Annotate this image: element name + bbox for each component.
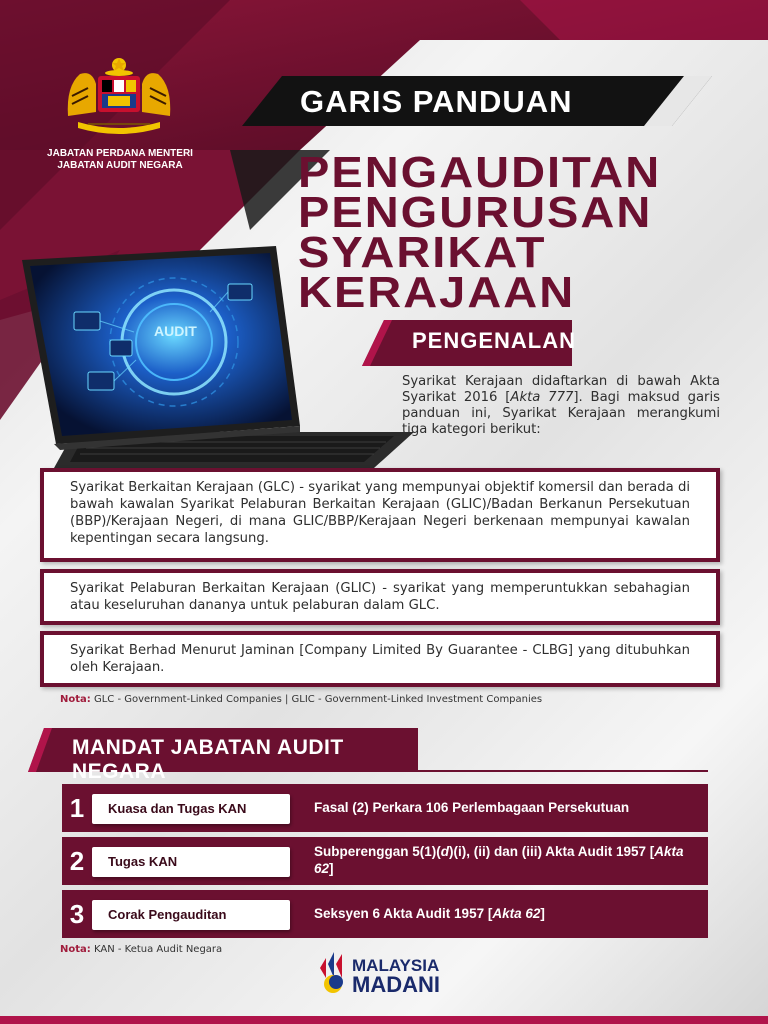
- mandat-row-label: Tugas KAN: [92, 847, 290, 877]
- mandat-row-description: Seksyen 6 Akta Audit 1957 [Akta 62]: [314, 906, 545, 921]
- mandat-row-description: Subperenggan 5(1)(d)(i), (ii) dan (iii) Akta Audit 1957 [Akta 62]: [314, 844, 684, 876]
- category-glic: [40, 569, 720, 625]
- agency-line-2: JABATAN AUDIT NEGARA: [57, 160, 183, 171]
- mandat-row: [62, 784, 708, 832]
- intro-heading: PENGENALAN: [412, 328, 577, 353]
- mandat-row-description: Fasal (2) Perkara 106 Perlembagaan Persekutuan: [314, 800, 630, 815]
- title-line-3: SYARIKAT: [298, 227, 547, 276]
- mandat-row-number: 3: [69, 899, 85, 929]
- branding-line-2: MADANI: [352, 972, 440, 997]
- tablet-screen-label: AUDIT: [154, 323, 197, 339]
- title-line-1: PENGAUDITAN: [298, 147, 662, 196]
- mandat-heading: MANDAT JABATAN AUDIT NEGARA: [72, 736, 344, 783]
- mandat-row: [62, 890, 708, 938]
- madani-logo-icon: [316, 948, 350, 996]
- malaysia-coat-of-arms-icon: [58, 56, 180, 138]
- category-glic-text: Syarikat Pelaburan Berkaitan Kerajaan (GLIC) - syarikat yang memperuntukkan sebahagian atau keseluruhan dananya untuk pelaburan dalam GLC.: [70, 581, 690, 613]
- intro-paragraph: Syarikat Kerajaan didaftarkan di bawah Akta Syarikat 2016 [Akta 777]. Bagi maksud garis panduan ini, Syarikat Kerajaan merangkumi tiga kategori berikut:: [402, 374, 720, 437]
- category-clbg: [40, 631, 720, 687]
- note-kan-label: Nota:: [60, 944, 91, 955]
- category-glc: [40, 468, 720, 562]
- note-abbreviations: [60, 694, 720, 705]
- note-kan-text: KAN - Ketua Audit Negara: [93, 944, 223, 955]
- note-kan: [60, 944, 360, 955]
- mandat-divider: [418, 770, 708, 772]
- kicker-title: GARIS PANDUAN: [300, 84, 573, 119]
- category-clbg-text: Syarikat Berhad Menurut Jaminan [Company Limited By Guarantee - CLBG] yang ditubuhkan oleh Kerajaan.: [70, 643, 690, 675]
- category-glc-text: Syarikat Berkaitan Kerajaan (GLC) - syarikat yang mempunyai objektif komersil dan berada di bawah kawalan Syarikat Pelaburan Berkaitan Kerajaan (GLIC)/Badan Berkanun Persekutuan (BBP)/Kerajaan Negeri, di mana GLIC/BBP/Kerajaan Negeri berkenaan mempunyai kawalan kepentingan secara langsung.: [70, 480, 690, 546]
- mandat-row-label: Kuasa dan Tugas KAN: [92, 794, 290, 824]
- note-label: Nota:: [60, 694, 91, 705]
- mandat-row: [62, 837, 708, 885]
- mandat-row-number: 2: [69, 846, 85, 876]
- title-line-2: PENGURUSAN: [298, 187, 653, 236]
- mandat-row-number: 1: [69, 793, 85, 823]
- title-line-4: KERAJAAN: [298, 267, 576, 316]
- tablet-illustration: [14, 232, 414, 472]
- note-text: GLC - Government-Linked Companies | GLIC - Government-Linked Investment Companies: [93, 694, 543, 705]
- bottom-bar: [0, 1016, 768, 1024]
- branding-line-1: MALAYSIA: [352, 956, 440, 975]
- mandat-row-label: Corak Pengauditan: [92, 900, 290, 930]
- agency-line-1: JABATAN PERDANA MENTERI: [47, 148, 193, 159]
